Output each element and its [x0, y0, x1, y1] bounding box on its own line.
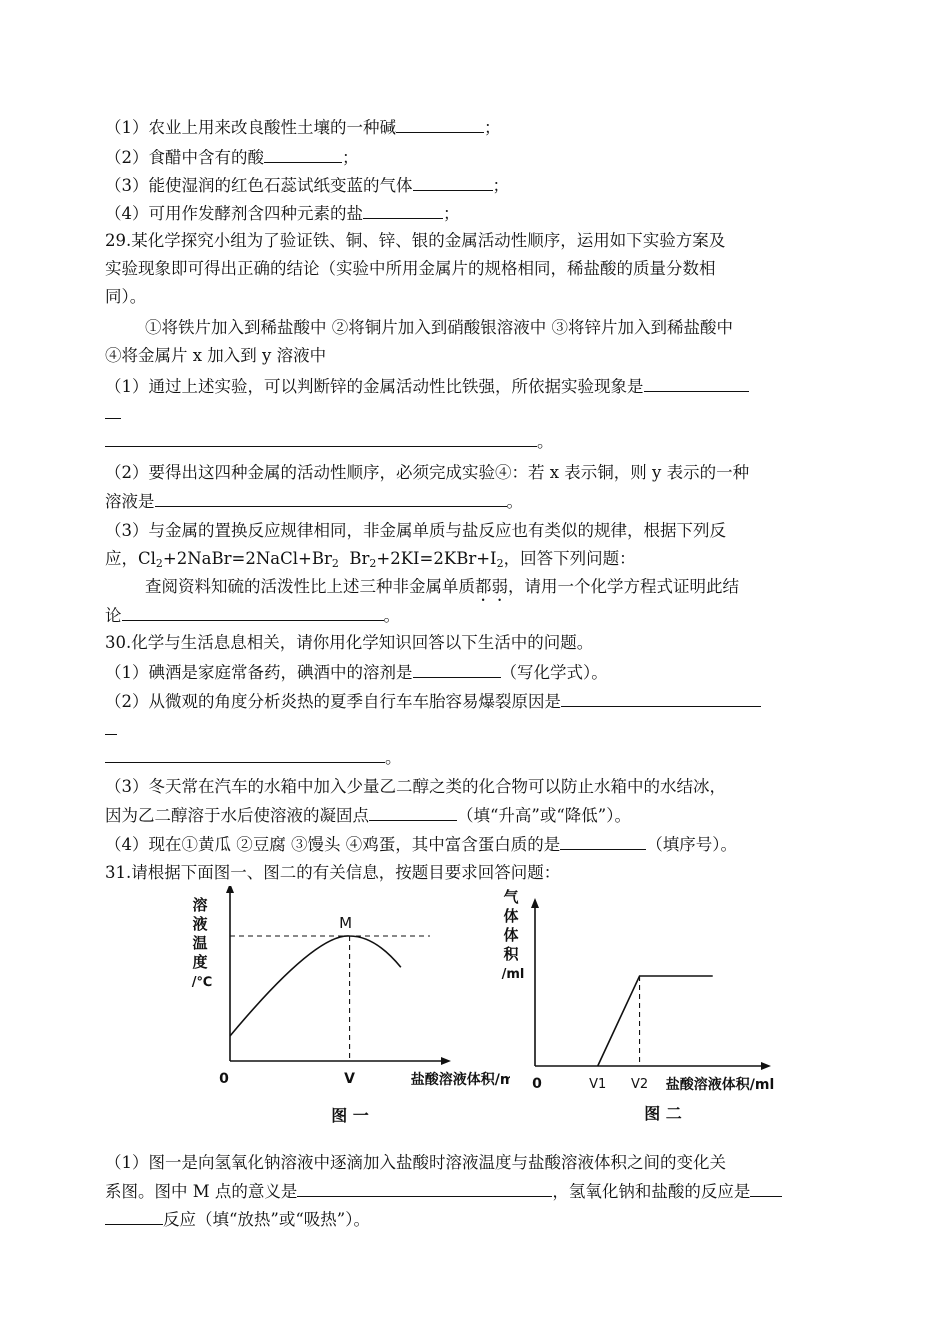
q29-part-1-text: （1）通过上述实验，可以判断锌的金属活动性比铁强，所依据实验现象是 [105, 377, 644, 396]
q28-item-1-end: ； [484, 118, 501, 137]
y-axis-label-unit: /℃ [191, 975, 213, 990]
q30-item-3-line-1: （3）冬天常在汽车的水箱中加入少量乙二醇之类的化合物可以防止水箱中的水结冰， [105, 777, 726, 796]
figure-2-chart [495, 886, 795, 1136]
q30-item-2-cont2 [105, 746, 402, 769]
q28-item-3-text: （3）能使湿润的红色石蕊试纸变蓝的气体 [105, 176, 413, 195]
y-axis-arrow [226, 886, 234, 893]
figure-1-title: 图 一 [331, 1106, 369, 1125]
q31-intro: 31.请根据下面图一、图二的有关信息，按题目要求回答问题： [105, 863, 561, 882]
q30-blank-2c[interactable] [105, 746, 385, 763]
x-axis-label: 盐酸溶液体积/ml [410, 1072, 510, 1088]
y-axis-label: 积 [503, 945, 519, 963]
q31-blank-1[interactable] [297, 1180, 552, 1197]
q30-item-2 [105, 690, 761, 713]
q30-blank-1[interactable] [413, 661, 501, 678]
y-axis-label: 体 [503, 926, 519, 944]
eq-sub: 2 [496, 557, 504, 570]
q29-part-1-cont2 [105, 430, 554, 453]
series-line [598, 976, 713, 1066]
q29-blank-3[interactable] [122, 604, 384, 621]
y-axis-label: 液 [192, 915, 208, 933]
eq-2: +2KI=2KBr+I [376, 549, 497, 568]
q30-item-1-text: （1）碘酒是家庭常备药，碘酒中的溶剂是 [105, 663, 413, 682]
series-line [230, 936, 401, 1036]
q28-blank-3[interactable] [413, 174, 493, 191]
q31-part-1-line-2 [105, 1180, 782, 1203]
eq-sub: 2 [155, 557, 163, 570]
x-axis-arrow [761, 1062, 771, 1070]
x-tick-label-v: V [344, 1071, 356, 1087]
q29-part-1 [105, 375, 749, 398]
q28-item-2 [105, 146, 359, 169]
y-axis-arrow [531, 898, 539, 908]
y-axis-label: 温 [192, 934, 208, 952]
origin-label: 0 [219, 1071, 229, 1087]
q30-intro: 30.化学与生活息息相关，请你用化学知识回答以下生活中的问题。 [105, 633, 594, 652]
q29-part-3-period: 。 [383, 606, 400, 625]
q30-item-3-text: 因为乙二醇溶于水后使溶液的凝固点 [105, 806, 369, 825]
q28-item-3 [105, 174, 509, 197]
eq-sub: 2 [331, 557, 339, 570]
y-axis-label: 溶 [192, 896, 208, 914]
q29-blank-1a[interactable] [644, 375, 749, 392]
q30-blank-3[interactable] [369, 804, 457, 821]
q30-item-4 [105, 833, 737, 856]
q28-item-1 [105, 116, 501, 139]
q29-part-3-equations [105, 548, 636, 570]
q28-item-2-end: ； [342, 148, 359, 167]
q30-item-3-line-2 [105, 804, 631, 827]
q30-item-3-text-2: （填“升高”或“降低”）。 [457, 806, 631, 825]
x-tick-label-v1: V1 [589, 1077, 607, 1092]
q29-part-3-line-1: （3）与金属的置换反应规律相同，非金属单质与盐反应也有类似的规律，根据下列反 [105, 521, 726, 540]
q28-item-1-text: （1）农业上用来改良酸性土壤的一种碱 [105, 118, 396, 137]
q30-item-1-text-2: （写化学式）。 [500, 663, 608, 682]
q28-item-4 [105, 202, 460, 225]
q29-blank-2[interactable] [155, 490, 507, 507]
q29-part-3-line-3 [145, 576, 739, 605]
figure-2-title: 图 二 [644, 1104, 682, 1123]
eq-1: +2NaBr=2NaCl+Br [162, 549, 332, 568]
q30-item-4-text: （4）现在①黄瓜 ②豆腐 ③馒头 ④鸡蛋，其中富含蛋白质的是 [105, 835, 561, 854]
q29-part-3-lun: 论 [105, 606, 122, 625]
y-axis-label-unit: /ml [501, 967, 525, 982]
q30-blank-2a[interactable] [561, 690, 761, 707]
q28-item-3-end: ； [492, 176, 509, 195]
q28-blank-4[interactable] [363, 202, 443, 219]
q30-item-2-cont [105, 718, 117, 741]
q29-blank-1c[interactable] [105, 430, 537, 447]
q31-part-1-text: 系图。图中 M 点的意义是 [105, 1182, 298, 1201]
figure-1 [180, 886, 510, 1136]
q29-part-2-period: 。 [506, 492, 523, 511]
q31-blank-2a[interactable] [750, 1180, 782, 1197]
q31-part-1-text-3: 反应（填“放热”或“吸热”）。 [163, 1210, 370, 1229]
q29-part-2-line-1: （2）要得出这四种金属的活动性顺序，必须完成实验④：若 x 表示铜，则 y 表示的一种 [105, 463, 750, 482]
q29-steps-line-2: ④将金属片 x 加入到 y 溶液中 [105, 346, 327, 365]
q29-intro-line-1: 29.某化学探究小组为了验证铁、铜、锌、银的金属活动性顺序，运用如下实验方案及 [105, 231, 726, 250]
q29-part-2-text: 溶液是 [105, 492, 155, 511]
figure-2 [495, 886, 795, 1136]
q30-item-4-text-2: （填序号）。 [646, 835, 737, 854]
origin-label: 0 [532, 1076, 542, 1092]
y-axis-label: 气 [503, 888, 519, 906]
q28-blank-2[interactable] [264, 146, 342, 163]
q31-part-1-line-1: （1）图一是向氢氧化钠溶液中逐滴加入盐酸时溶液温度与盐酸溶液体积之间的变化关 [105, 1153, 726, 1172]
x-tick-label-v2: V2 [630, 1077, 649, 1092]
q29-emphasis: 都弱 [475, 577, 508, 596]
x-axis-label: 盐酸溶液体积/ml [665, 1077, 775, 1093]
figure-1-chart [180, 886, 510, 1136]
q28-item-4-end: ； [443, 204, 460, 223]
x-axis-arrow [441, 1057, 451, 1065]
q29-part-2-line-2 [105, 490, 523, 513]
eq-sub: 2 [369, 557, 377, 570]
q31-part-1-line-3 [105, 1208, 370, 1231]
eq-tail: ，回答下列问题： [503, 549, 636, 568]
q31-part-1-text-2: ，氢氧化钠和盐酸的反应是 [552, 1182, 751, 1201]
q29-part-3-text: 查阅资料知硫的活泼性比上述三种非金属单质 [145, 577, 475, 596]
q29-part-1-period: 。 [537, 432, 554, 451]
q29-intro-line-3: 同）。 [105, 287, 147, 306]
y-axis-label: 体 [503, 907, 519, 925]
eq-br: Br [349, 549, 370, 568]
q29-part-1-cont [105, 402, 121, 425]
q30-blank-2b[interactable] [105, 718, 117, 735]
q30-item-1 [105, 661, 608, 684]
q28-item-4-text: （4）可用作发酵剂含四种元素的盐 [105, 204, 363, 223]
q28-item-2-text: （2）食醋中含有的酸 [105, 148, 264, 167]
q29-blank-1b[interactable] [105, 402, 121, 419]
point-label-m: M [339, 914, 353, 932]
y-axis-label: 度 [192, 953, 208, 971]
q29-part-3-line-4 [105, 604, 400, 627]
q29-part-3-text-2: ，请用一个化学方程式证明此结 [508, 577, 739, 596]
q29-intro-line-2: 实验现象即可得出正确的结论（实验中所用金属片的规格相同，稀盐酸的质量分数相 [105, 259, 716, 278]
q30-item-2-text: （2）从微观的角度分析炎热的夏季自行车车胎容易爆裂原因是 [105, 692, 561, 711]
q30-item-2-period: 。 [385, 748, 402, 767]
q29-steps-line-1: ①将铁片加入到稀盐酸中 ②将铜片加入到硝酸银溶液中 ③将锌片加入到稀盐酸中 [145, 318, 733, 337]
q28-blank-1[interactable] [396, 116, 484, 133]
q31-blank-2b[interactable] [105, 1208, 163, 1225]
eq-cl: 应，Cl [105, 549, 156, 568]
q30-blank-4[interactable] [560, 833, 646, 850]
